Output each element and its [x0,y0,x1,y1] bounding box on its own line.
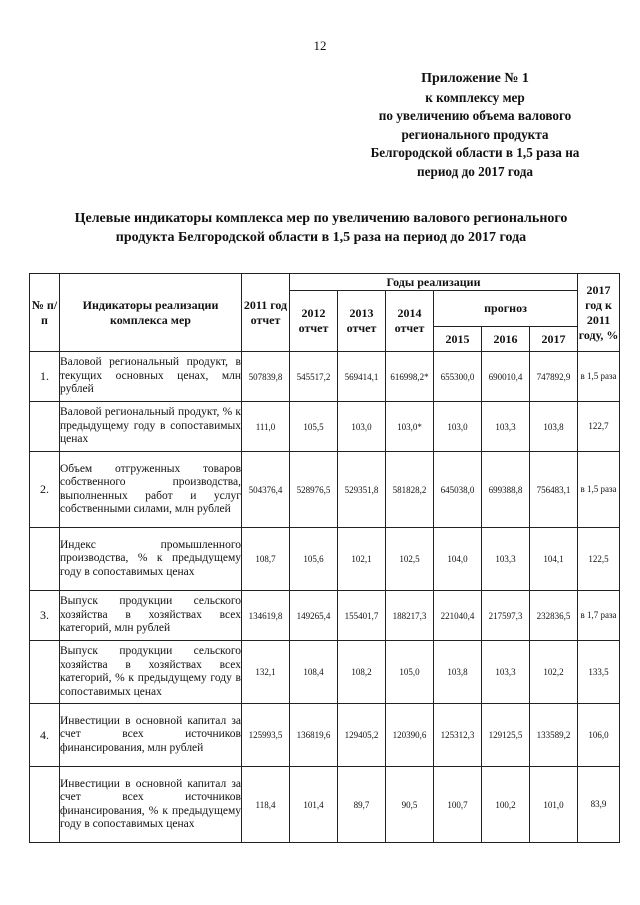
row-number: 2. [30,452,60,528]
value-2017: 133589,2 [530,704,578,767]
table-row [30,704,620,767]
title-line: продукта Белгородской области в 1,5 раза на период до 2017 года [115,230,527,245]
header-years-group: Годы реализации [290,274,578,291]
header-forecast: прогноз [434,291,578,327]
appendix-line: период до 2017 года [417,163,533,179]
value-2015: 655300,0 [434,352,482,402]
value-2011: 108,7 [242,528,290,591]
value-2013: 103,0 [338,402,386,452]
appendix-line: Приложение № 1 [421,71,529,86]
header-change: 2017 год к 2011 году, % [578,274,620,352]
title-line: Целевые индикаторы комплекса мер по увеличению валового регионального [74,211,568,226]
change-value: в 1,5 раза [578,452,620,528]
change-value: 122,5 [578,528,620,591]
value-2017: 104,1 [530,528,578,591]
value-2011: 111,0 [242,402,290,452]
table-row [30,591,620,641]
value-2016: 699388,8 [482,452,530,528]
change-value: 122,7 [578,402,620,452]
value-2014: 616998,2* [386,352,434,402]
value-2017: 102,2 [530,641,578,704]
value-2016: 103,3 [482,402,530,452]
value-2015: 103,0 [434,402,482,452]
change-value: 83,9 [578,767,620,843]
value-2016: 103,3 [482,528,530,591]
row-number [30,402,60,452]
value-2015: 221040,4 [434,591,482,641]
change-value: в 1,7 раза [578,591,620,641]
change-value: 106,0 [578,704,620,767]
value-2015: 104,0 [434,528,482,591]
value-2013: 102,1 [338,528,386,591]
table-row [30,528,620,591]
value-2014: 105,0 [386,641,434,704]
appendix-line: по увеличению объема валового [378,108,572,123]
value-2011: 125993,5 [242,704,290,767]
row-number [30,528,60,591]
table-row [30,352,620,402]
value-2011: 132,1 [242,641,290,704]
row-number: 3. [30,591,60,641]
table-row [30,402,620,452]
table-row [30,767,620,843]
value-2011: 504376,4 [242,452,290,528]
indicator-description: Инвестиции в основной капитал за счет всех источников финансирования, % к предыдущему году в сопоставимых ценах [60,767,242,843]
value-2012: 528976,5 [290,452,338,528]
indicator-description: Выпуск продукции сельского хозяйства в хозяйствах всех категорий, млн рублей [60,591,242,641]
change-value: 133,5 [578,641,620,704]
header-2017: 2017 [530,327,578,352]
value-2017: 232836,5 [530,591,578,641]
value-2016: 129125,5 [482,704,530,767]
header-2016: 2016 [482,327,530,352]
value-2017: 756483,1 [530,452,578,528]
indicator-description: Валовой региональный продукт, в текущих основных ценах, млн рублей [60,352,242,402]
header-2014: 2014 отчет [386,291,434,352]
value-2015: 103,8 [434,641,482,704]
value-2012: 545517,2 [290,352,338,402]
value-2017: 747892,9 [530,352,578,402]
value-2014: 103,0* [386,402,434,452]
value-2016: 690010,4 [482,352,530,402]
appendix-header [330,70,620,181]
value-2014: 120390,6 [386,704,434,767]
value-2013: 529351,8 [338,452,386,528]
value-2012: 101,4 [290,767,338,843]
value-2014: 188217,3 [386,591,434,641]
value-2013: 155401,7 [338,591,386,641]
value-2015: 125312,3 [434,704,482,767]
document-title [30,209,612,247]
value-2013: 129405,2 [338,704,386,767]
value-2013: 108,2 [338,641,386,704]
value-2012: 136819,6 [290,704,338,767]
appendix-line: Белгородской области в 1,5 раза на [370,145,580,160]
table-row [30,641,620,704]
value-2013: 569414,1 [338,352,386,402]
indicator-description: Валовой региональный продукт, % к предыдущему году в сопоставимых ценах [60,402,242,452]
value-2016: 217597,3 [482,591,530,641]
row-number: 1. [30,352,60,402]
appendix-line: к комплексу мер [425,89,525,105]
value-2016: 103,3 [482,641,530,704]
change-value: в 1,5 раза [578,352,620,402]
value-2013: 89,7 [338,767,386,843]
value-2014: 581828,2 [386,452,434,528]
indicators-table [29,273,620,843]
value-2012: 108,4 [290,641,338,704]
header-2012: 2012 отчет [290,291,338,352]
header-2011: 2011 год отчет [242,274,290,352]
indicator-description: Объем отгруженных товаров собственного производства, выполненных работ и услуг собственными силами, млн рублей [60,452,242,528]
indicator-description: Индекс промышленного производства, % к предыдущему году в сопоставимых ценах [60,528,242,591]
appendix-line: регионального продукта [401,126,549,142]
value-2011: 507839,8 [242,352,290,402]
header-indicator: Индикаторы реализации комплекса мер [60,274,242,352]
value-2016: 100,2 [482,767,530,843]
value-2017: 103,8 [530,402,578,452]
indicator-description: Инвестиции в основной капитал за счет всех источников финансирования, млн рублей [60,704,242,767]
indicator-description: Выпуск продукции сельского хозяйства в хозяйствах всех категорий, % к предыдущему году в сопоставимых ценах [60,641,242,704]
row-number: 4. [30,704,60,767]
value-2015: 100,7 [434,767,482,843]
value-2014: 90,5 [386,767,434,843]
value-2017: 101,0 [530,767,578,843]
row-number [30,641,60,704]
value-2012: 149265,4 [290,591,338,641]
table-row [30,452,620,528]
header-2015: 2015 [434,327,482,352]
value-2012: 105,5 [290,402,338,452]
value-2011: 134619,8 [242,591,290,641]
page-number: 12 [313,38,327,53]
value-2014: 102,5 [386,528,434,591]
header-num: № п/п [30,274,60,352]
value-2011: 118,4 [242,767,290,843]
row-number [30,767,60,843]
value-2015: 645038,0 [434,452,482,528]
header-2013: 2013 отчет [338,291,386,352]
value-2012: 105,6 [290,528,338,591]
